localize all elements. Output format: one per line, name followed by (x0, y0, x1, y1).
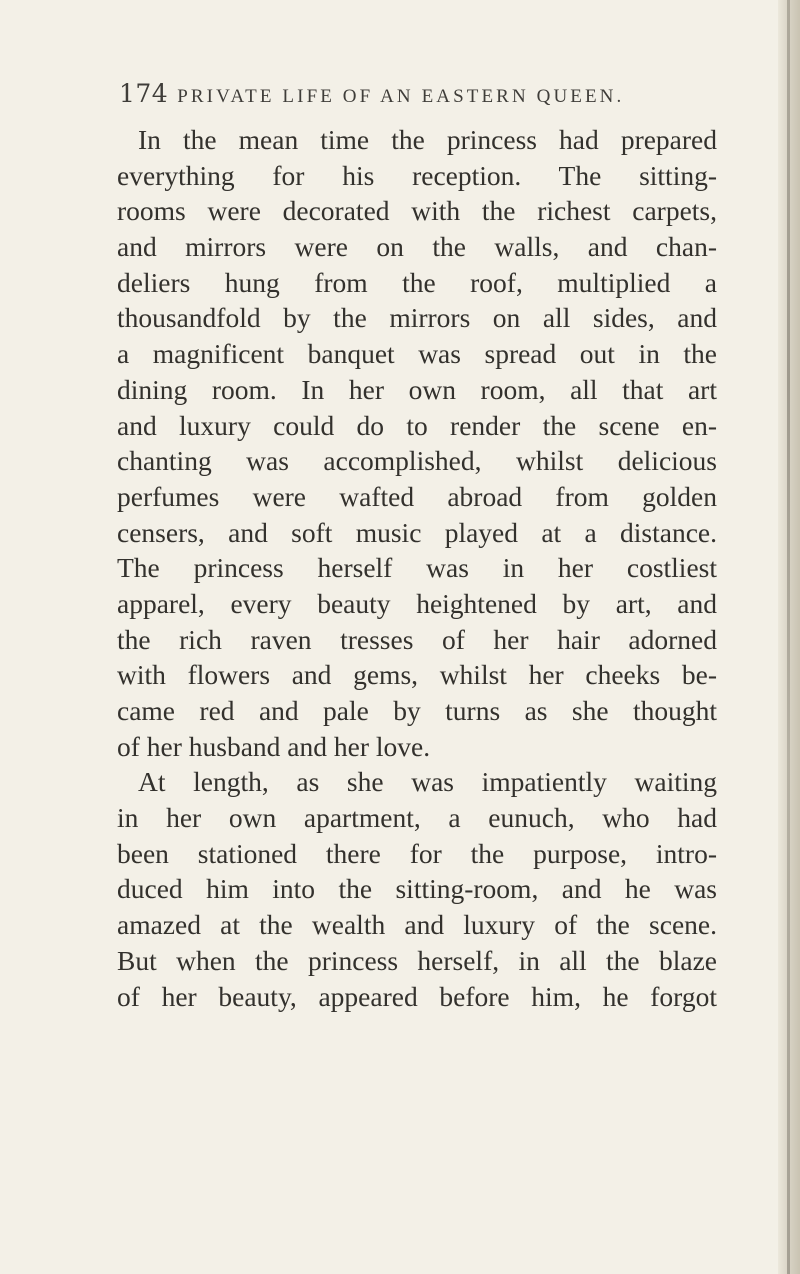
text-line: and luxury could do to render the scene en- (117, 409, 717, 441)
text-line: In the mean time the princess had prepared (138, 124, 717, 155)
page-edge-shadow (787, 0, 790, 1274)
text-line: censers, and soft music played at a distance. (117, 516, 717, 548)
text-line: But when the princess herself, in all the blaze (117, 944, 717, 976)
text-line: thousandfold by the mirrors on all sides, and (117, 302, 717, 334)
text-line: with flowers and gems, whilst her cheeks be- (117, 659, 717, 691)
text-line: At length, as she was impatiently waiting (138, 766, 717, 798)
text-line: chanting was accomplished, whilst delicious (117, 445, 717, 477)
text-line: deliers hung from the roof, multiplied a (117, 266, 717, 298)
text-line: everything for his reception. The sitting- (117, 159, 717, 191)
text-line: a magnificent banquet was spread out in the (117, 338, 717, 370)
text-line: apparel, every beauty heightened by art, and (117, 587, 717, 619)
text-line: of her husband and her love. (117, 730, 431, 762)
body-text (117, 122, 717, 1014)
text-line: and mirrors were on the walls, and chan- (117, 231, 717, 263)
text-line: duced him into the sitting-room, and he was (117, 873, 717, 905)
text-line: came red and pale by turns as she thought (117, 695, 717, 726)
running-head (119, 79, 624, 113)
text-line: been stationed there for the purpose, intro- (117, 837, 717, 869)
text-line: rooms were decorated with the richest carpets, (117, 195, 717, 227)
text-line: of her beauty, appeared before him, he forgot (117, 980, 717, 1012)
text-line: The princess herself was in her costliest (117, 552, 717, 584)
text-line: dining room. In her own room, all that art (117, 373, 717, 405)
text-line: amazed at the wealth and luxury of the scene. (117, 909, 717, 941)
text-line: in her own apartment, a eunuch, who had (117, 802, 717, 834)
text-line: perfumes were wafted abroad from golden (117, 480, 717, 512)
text-line: the rich raven tresses of her hair adorned (117, 623, 717, 655)
page-number: 174 (119, 79, 169, 108)
running-head-title: PRIVATE LIFE OF AN EASTERN QUEEN. (177, 86, 625, 107)
